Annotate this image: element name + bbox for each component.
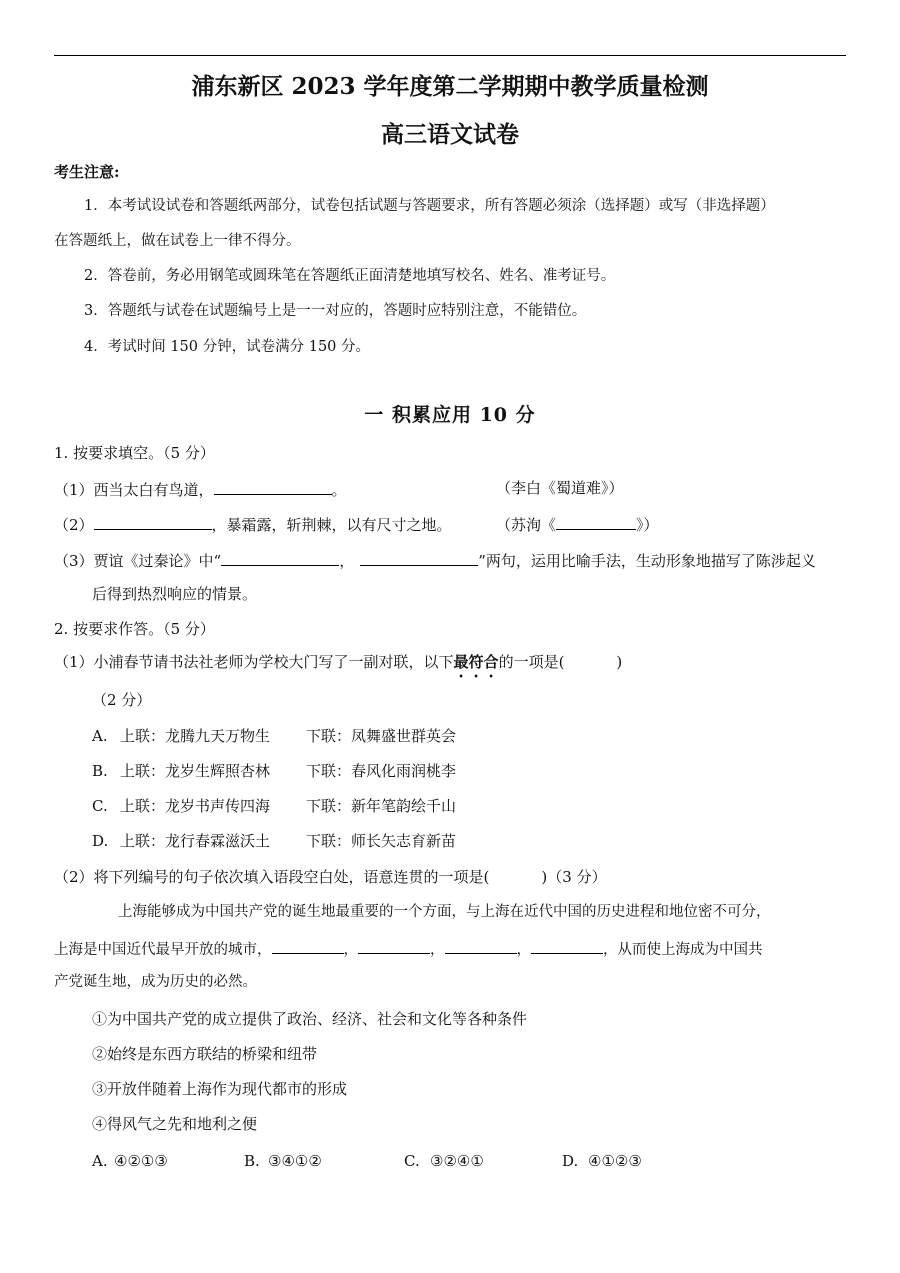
option-upper: 上联：龙岁书声传四海 <box>120 797 271 815</box>
q2-part2 <box>54 867 607 887</box>
sentence-1: ①为中国共产党的成立提供了政治、经济、社会和文化等各种条件 <box>92 1010 528 1028</box>
q1-part3 <box>54 549 816 571</box>
sentence-2: ②始终是东西方联结的桥梁和纽带 <box>92 1045 318 1063</box>
choice-text: ③②④① <box>430 1152 484 1170</box>
q1-part1-blank[interactable] <box>214 478 332 495</box>
q1-part2-source-b: 》） <box>636 516 659 534</box>
q1-part2-source-a: （苏洵《 <box>496 516 557 534</box>
choice-letter: C. <box>404 1152 420 1170</box>
option-letter: D. <box>92 832 109 850</box>
sentence-3: ③开放伴随着上海作为现代都市的形成 <box>92 1080 348 1098</box>
q2-part2-text-b: )（3 分） <box>541 868 607 886</box>
q2-part1-text-a: （1）小浦春节请书法社老师为学校大门写了一副对联，以下 <box>54 653 454 671</box>
notice-item-4: 4．考试时间 150 分钟，试卷满分 150 分。 <box>84 339 371 355</box>
passage-blank-2[interactable] <box>358 937 430 954</box>
notice-item-3: 3．答题纸与试卷在试题编号上是一一对应的，答题时应特别注意，不能错位。 <box>84 303 587 319</box>
passage-line-1: 上海能够成为中国共产党的诞生地最重要的一个方面，与上海在近代中国的历史进程和地位密不可分， <box>118 904 771 920</box>
option-upper: 上联：龙岁生辉照杏林 <box>120 762 271 780</box>
passage-line-3: 产党诞生地，成为历史的必然。 <box>54 974 257 990</box>
option-upper: 上联：龙腾九天万物生 <box>120 727 271 745</box>
q2-part1 <box>54 652 622 681</box>
q1-part2-text: ，暴霜露，斩荆棘，以有尺寸之地。 <box>211 516 452 534</box>
exam-subtitle: 高三语文试卷 <box>381 121 519 148</box>
option-letter: A. <box>92 727 108 745</box>
q1-part2-source <box>496 513 659 535</box>
section-title: 一 积累应用 10 分 <box>364 404 536 426</box>
q1-part2-source-blank[interactable] <box>556 513 636 530</box>
q1-part1 <box>54 478 347 500</box>
choice-letter: A. <box>92 1152 108 1170</box>
choice-text: ④①②③ <box>588 1152 642 1170</box>
q1-part3-cont: 后得到热烈响应的情景。 <box>92 585 258 603</box>
passage-blank-1[interactable] <box>272 937 344 954</box>
q1-part2-blank[interactable] <box>94 513 212 530</box>
notice-item-1: 1．本考试设试卷和答题纸两部分，试卷包括试题与答题要求，所有答题必须涂（选择题）或写（非选择题） <box>84 198 775 214</box>
notice-heading: 考生注意: <box>54 163 120 181</box>
q1-part3-comma: ， <box>339 552 355 570</box>
passage-sep-1: ， <box>343 942 358 958</box>
sentence-4: ④得风气之先和地利之便 <box>92 1115 258 1133</box>
choices-row <box>92 1151 642 1171</box>
option-row <box>92 761 456 781</box>
choice-text: ③④①② <box>268 1152 322 1170</box>
passage-sep-2: ， <box>430 942 445 958</box>
option-row <box>92 796 456 816</box>
passage-blank-4[interactable] <box>531 937 603 954</box>
option-row <box>92 831 456 851</box>
option-lower: 下联：凤舞盛世群英会 <box>306 727 457 745</box>
q1-part1-end: 。 <box>331 481 347 499</box>
option-upper: 上联：龙行春霖滋沃土 <box>120 832 271 850</box>
q1-part2 <box>54 513 452 535</box>
option-lower: 下联：春风化雨润桃李 <box>306 762 457 780</box>
q1-part3-blank-2[interactable] <box>360 549 478 566</box>
choice-letter: D. <box>562 1152 579 1170</box>
exam-title: 浦东新区 2023 学年度第二学期期中教学质量检测 <box>191 73 709 100</box>
passage-blank-3[interactable] <box>445 937 517 954</box>
q1-part2-label: （2） <box>54 516 94 534</box>
notice-item-2: 2．答卷前，务必用钢笔或圆珠笔在答题纸正面清楚地填写校名、姓名、准考证号。 <box>84 268 616 284</box>
q1-stem: 1. 按要求填空。（5 分） <box>54 444 215 462</box>
q2-part1-text-c: ) <box>616 653 623 671</box>
option-letter: C. <box>92 797 108 815</box>
q2-part1-emphasis: 最符合 <box>453 653 499 671</box>
top-rule <box>54 55 846 56</box>
q1-part3-blank-1[interactable] <box>221 549 339 566</box>
option-letter: B. <box>92 762 108 780</box>
notice-item-1-cont: 在答题纸上，做在试卷上一律不得分。 <box>54 233 301 249</box>
choice-letter: B. <box>244 1152 260 1170</box>
q1-part3-label: （3）贾谊《过秦论》中“ <box>54 552 222 570</box>
option-row <box>92 726 456 746</box>
option-lower: 下联：新年笔韵绘千山 <box>306 797 457 815</box>
choice-text: ④②①③ <box>114 1152 168 1170</box>
q1-part1-text: （1）西当太白有鸟道， <box>54 481 214 499</box>
q2-part1-text-b: 的一项是( <box>498 653 565 671</box>
q2-part2-text-a: （2）将下列编号的句子依次填入语段空白处，语意连贯的一项是( <box>54 868 490 886</box>
q2-part1-points: （2 分） <box>92 691 152 709</box>
passage-line-2-a: 上海是中国近代最早开放的城市， <box>54 942 272 958</box>
q1-part1-source: （李白《蜀道难》） <box>496 479 624 497</box>
option-lower: 下联：师长矢志育新苗 <box>306 832 457 850</box>
q1-part3-text: ”两句，运用比喻手法，生动形象地描写了陈涉起义 <box>478 552 816 570</box>
passage-line-2 <box>54 937 763 960</box>
q2-stem: 2. 按要求作答。（5 分） <box>54 620 215 638</box>
passage-sep-3: ， <box>516 942 531 958</box>
passage-line-2-b: ，从而使上海成为中国共 <box>603 942 763 958</box>
